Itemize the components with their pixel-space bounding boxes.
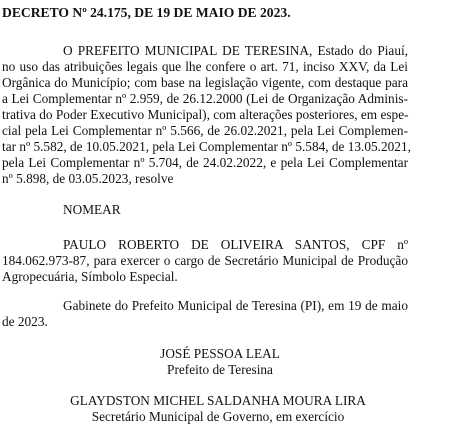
- closing-line-2: de 2023.: [2, 314, 48, 329]
- decree-title: DECRETO Nº 24.175, DE 19 DE MAIO DE 2023.: [2, 5, 291, 20]
- appointment-line-2: 184.062.973-87, para exercer o cargo de Secretário Municipal de Produção: [2, 253, 408, 268]
- signature-1-name: JOSÉ PESSOA LEAL: [160, 346, 280, 361]
- preamble-line-3: Orgânica do Município; com base na legislação vigente, com destaque para: [2, 75, 408, 90]
- appointment-line-3: Agropecuária, Símbolo Especial.: [2, 269, 178, 284]
- preamble-line-7: tar nº 5.582, de 10.05.2021, pela Lei Complementar nº 5.584, de 13.05.2021,: [2, 139, 411, 154]
- appointment-line-1: PAULO ROBERTO DE OLIVEIRA SANTOS, CPF nº: [63, 237, 408, 252]
- signature-2-name: GLAYDSTON MICHEL SALDANHA MOURA LIRA: [70, 393, 366, 408]
- preamble-line-9: nº 5.898, de 03.05.2023, resolve: [2, 171, 174, 186]
- action-word: NOMEAR: [63, 202, 121, 217]
- preamble-line-2: no uso das atribuições legais que lhe confere o art. 71, inciso XXV, da Lei: [2, 59, 408, 74]
- closing-line-1: Gabinete do Prefeito Municipal de Teresina (PI), em 19 de maio: [63, 298, 408, 313]
- preamble-line-4: a Lei Complementar nº 2.959, de 26.12.2000 (Lei de Organização Adminis-: [2, 91, 408, 106]
- preamble-line-1: O PREFEITO MUNICIPAL DE TERESINA, Estado do Piauí,: [63, 43, 408, 58]
- preamble-line-6: cial pela Lei Complementar nº 5.566, de 26.02.2021, pela Lei Complemen-: [2, 123, 408, 138]
- preamble-line-8: pela Lei Complementar nº 5.704, de 24.02.2022, e pela Lei Complementar: [2, 155, 408, 170]
- preamble-line-5: trativa do Poder Executivo Municipal), com alterações posteriores, em espe-: [2, 107, 409, 122]
- signature-1-role: Prefeito de Teresina: [167, 362, 273, 377]
- signature-2-role: Secretário Municipal de Governo, em exercício: [91, 409, 345, 424]
